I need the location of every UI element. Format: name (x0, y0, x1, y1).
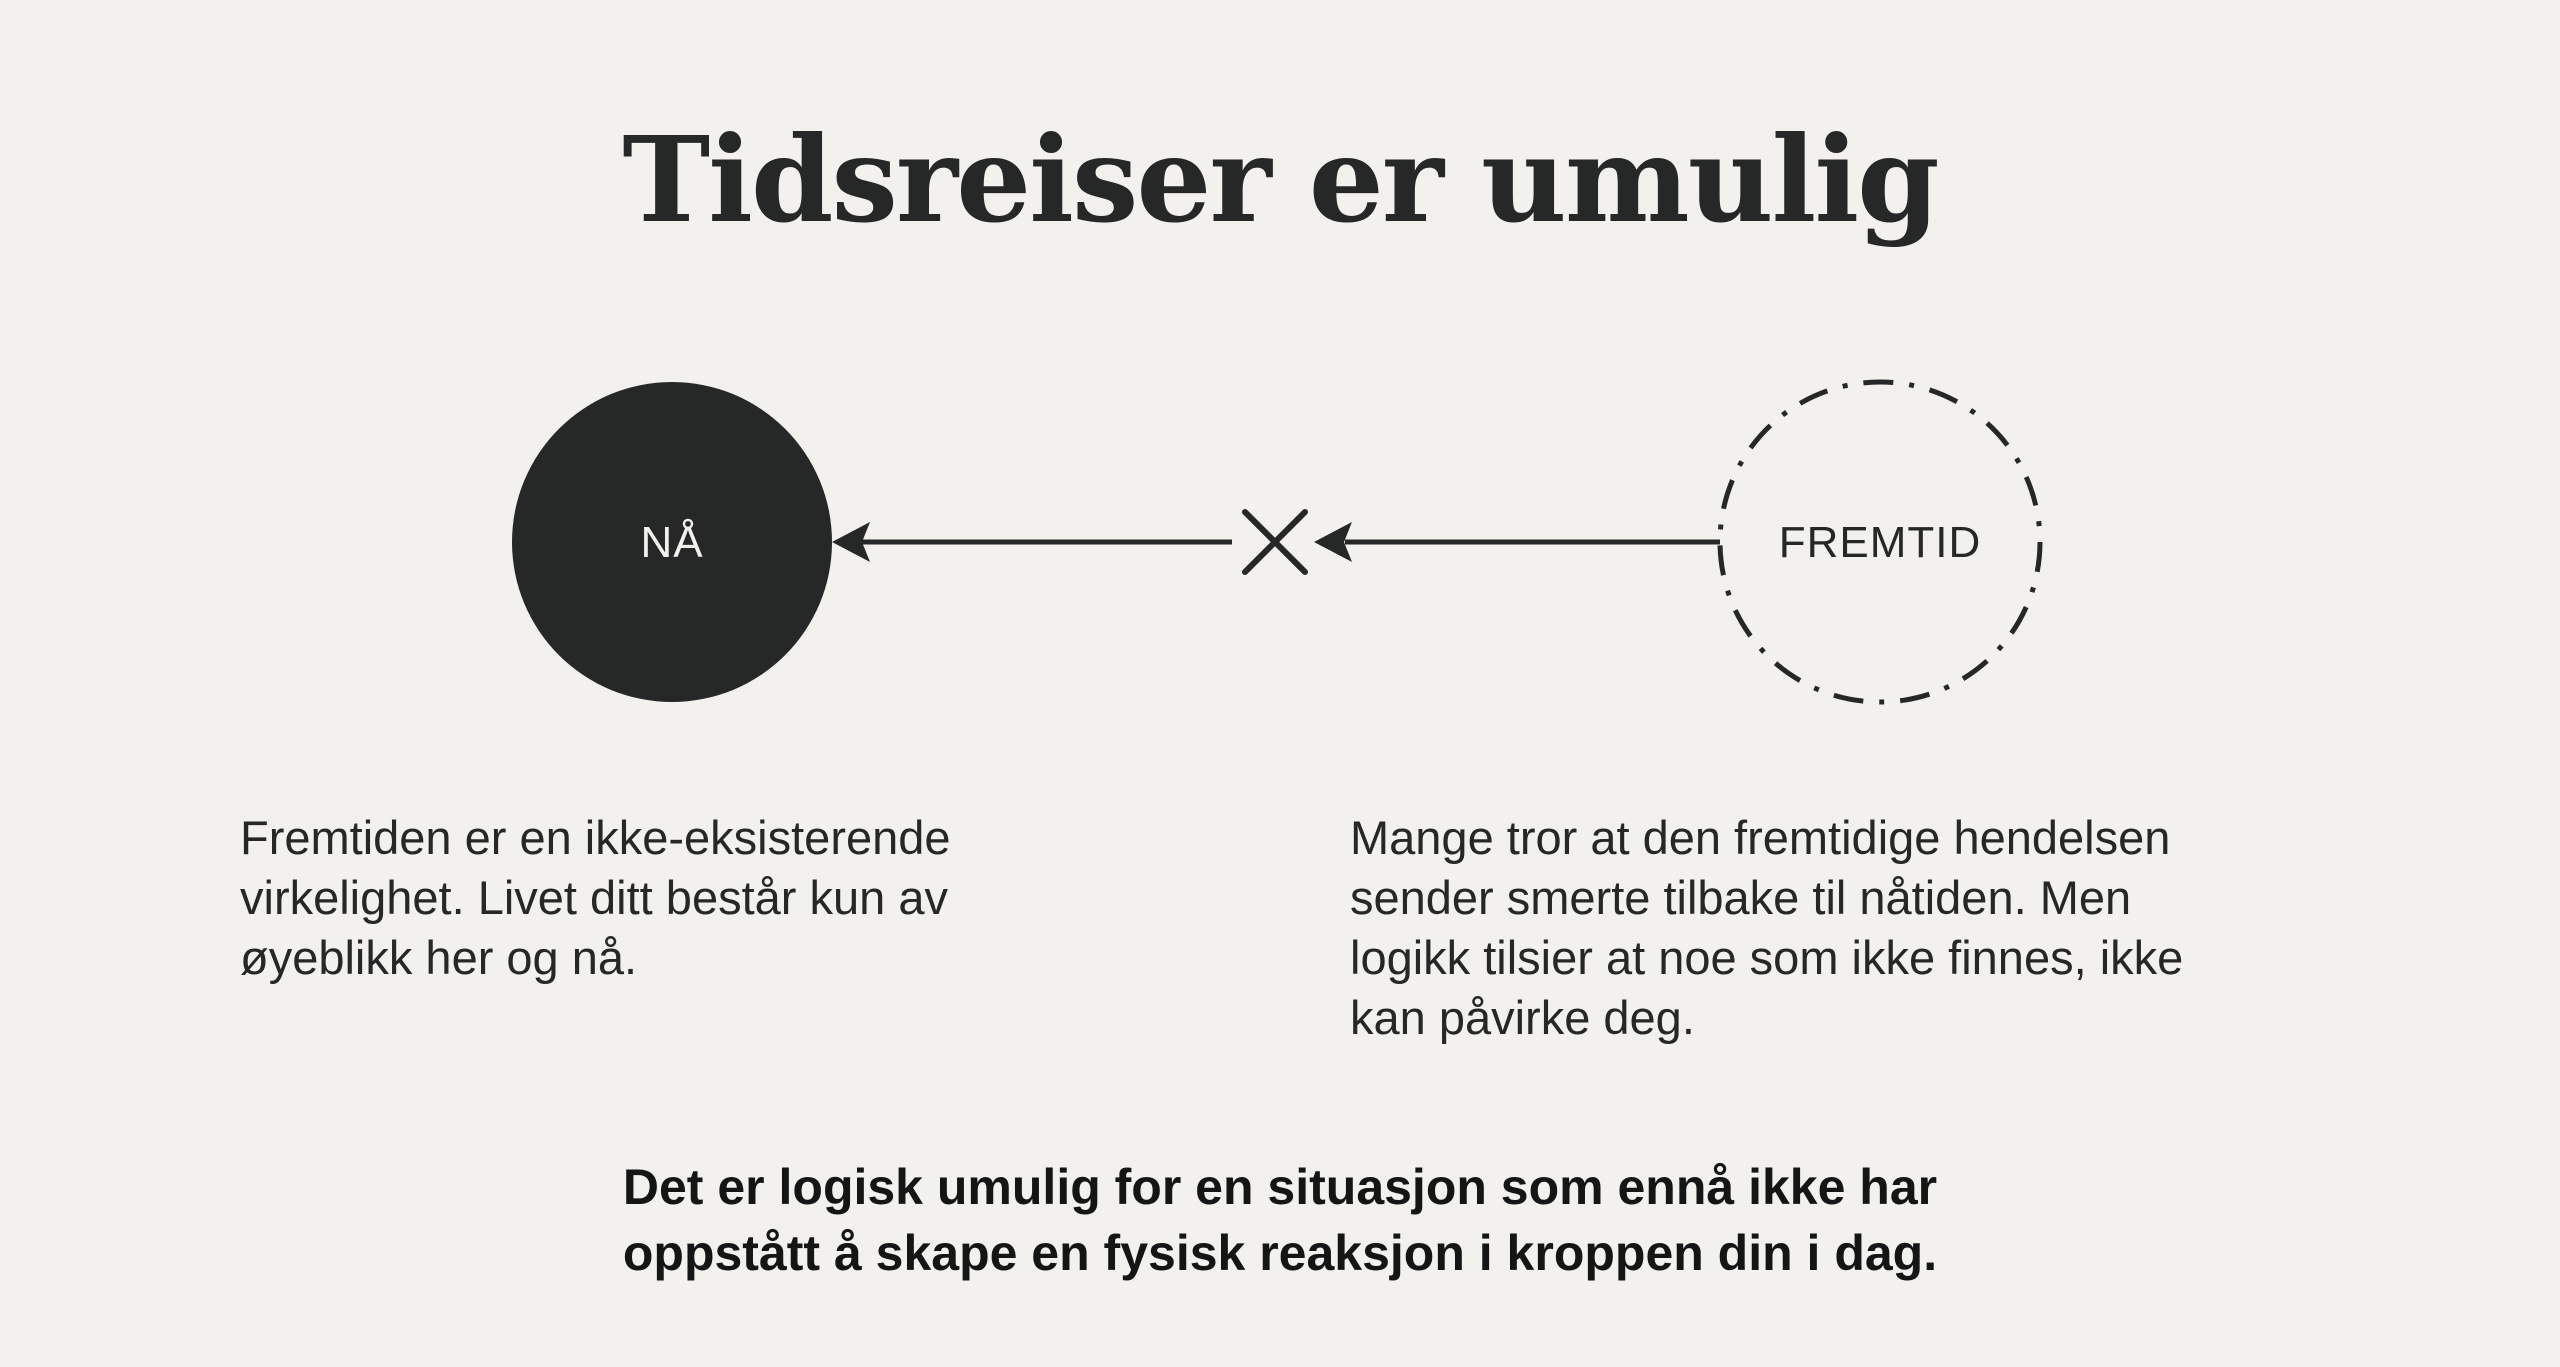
future-description (1350, 808, 2350, 1048)
present-node (512, 382, 832, 702)
future-label: FREMTID (1778, 518, 1982, 567)
conclusion-line: Det er logisk umulig for en situasjon som ennå ikke har (622, 1159, 1938, 1215)
future-description-line: kan påvirke deg. (1350, 991, 1695, 1044)
future-description-line: logikk tilsier at noe som ikke finnes, ikke (1350, 931, 2184, 984)
page-title: Tidsreiser er umulig (622, 110, 1938, 249)
conclusion-text (480, 1154, 2080, 1286)
present-label: NÅ (640, 518, 704, 567)
conclusion-line: oppstått å skape en fysisk reaksjon i kroppen din i dag. (622, 1225, 1938, 1281)
present-description-line: Fremtiden er en ikke-eksisterende (240, 811, 951, 864)
future-description-line: Mange tror at den fremtidige hendelsen (1350, 811, 2171, 864)
present-description-line: øyeblikk her og nå. (240, 931, 638, 984)
future-description-line: sender smerte tilbake til nåtiden. Men (1350, 871, 2132, 924)
blocked-arrow (832, 512, 1720, 572)
present-description (240, 808, 1120, 988)
cross-icon (1245, 512, 1305, 572)
future-node (1720, 382, 2040, 702)
present-description-line: virkelighet. Livet ditt består kun av (240, 871, 948, 924)
